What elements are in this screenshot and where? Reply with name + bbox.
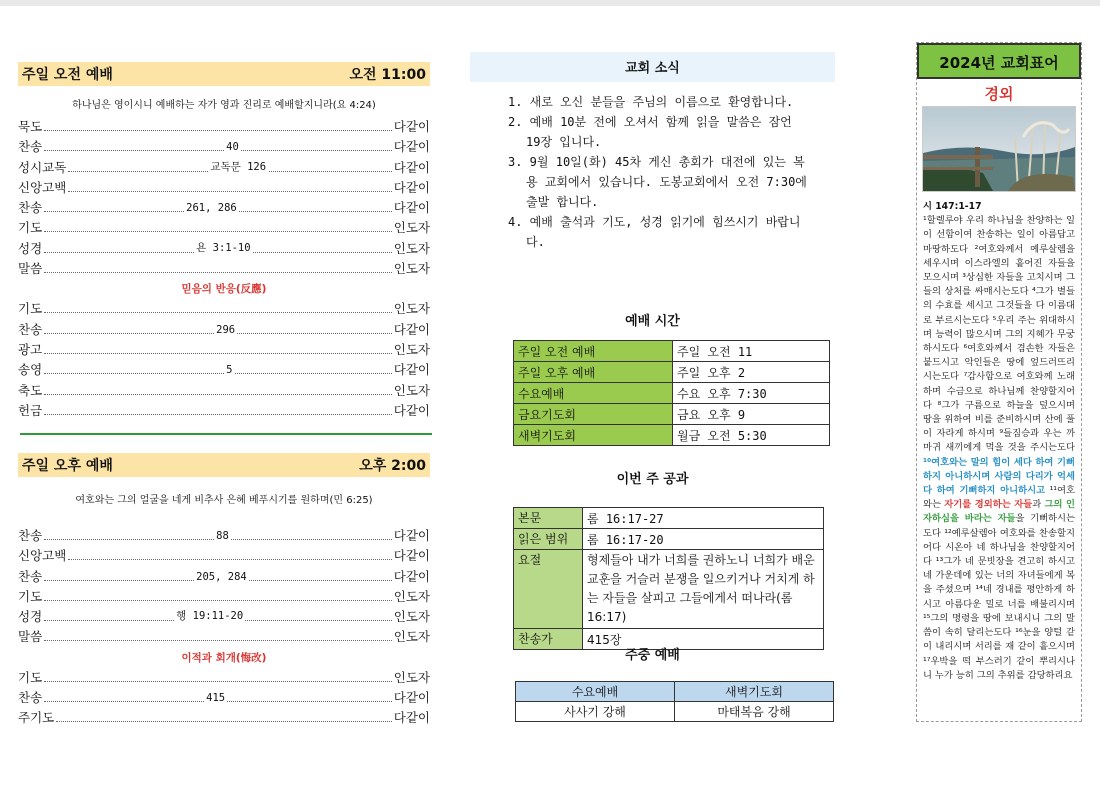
midweek-value-wed: 사사기 강해 [516,702,675,722]
news-item: 1. 새로 오신 분들을 주님의 이름으로 환영합니다. [508,95,794,109]
motto-column [916,42,1082,722]
order-item-name: 찬송 [18,690,43,706]
worship-order-column [18,62,430,421]
afternoon-service-time: 오후 2:00 [359,458,426,474]
order-item-leader: 인도자 [393,609,430,625]
dot-leader [44,302,392,313]
schedule-service-name: 새벽기도회 [514,425,673,446]
lesson-label: 본문 [514,508,583,529]
dot-leader [44,140,392,154]
order-row [18,239,430,259]
dot-leader [56,711,392,722]
news-item: 2. 예배 10분 전에 오셔서 함께 읽을 말씀은 잠언 19장 입니다. [508,115,792,149]
psalm-verses-1-9: ¹할렐루야 우리 하나님을 찬양하는 일이 선함이여 찬송하는 일이 아름답고 마땅하도다 ²여호와께서 예루살렘을 세우시며 이스라엘의 흩어진 자들을 모으시며 ³상심한 자들을 고치시며 그들의 상처를 싸매시는도다 ⁴그가 별들의 수효를 세시고 그것들을 다 이름대로 부르시는도다 ⁵우리 주는 위대하시며 능력이 많으시며 그의 지혜가 무궁하시도다 ⁶여호와께서 겸손한 자들은 붙드시고 악인들은 땅에 엎드러뜨리시는도다 ⁷감사함으로 여호와께 노래하며 수금으로 하나님께 찬양할지어다 ⁸그가 구름으로 하늘을 덮으시며 땅을 위하여 비를 준비하시며 산에 풀이 자라게 하시며 ⁹들짐승과 우는 까마귀 새끼에게 먹을 것을 주시는도다 [923,215,1075,454]
schedule-title: 예배 시간 [625,314,680,329]
dot-leader [68,181,391,192]
dot-leader [44,671,392,682]
order-item-leader: 다같이 [393,200,430,216]
lesson-value: 롬 16:17-27 [583,508,824,529]
schedule-service-time: 주일 오후 2 [673,362,830,383]
order-item-name: 기도 [18,669,43,685]
order-item-name: 묵도 [18,119,43,134]
news-title: 교회 소식 [470,52,835,82]
psalm-reference: 시 147:1-17 [923,201,982,212]
order-item-leader: 인도자 [393,301,430,317]
order-item-name: 찬송 [18,528,43,543]
schedule-row [514,404,830,425]
order-item-leader: 인도자 [393,588,430,604]
afternoon-response-heading: 이적과 회개(悔改) [181,651,267,664]
dot-leader [68,549,391,560]
order-item-name: 신앙고백 [18,179,67,195]
landscape-image [923,107,1075,191]
lesson-value: 롬 16:17-20 [583,529,824,550]
psalm-verse-11-start: ¹¹여호와는 [923,485,1075,511]
dot-leader [44,201,392,215]
landscape-photo [922,106,1076,192]
order-row [18,178,430,198]
dot-leader [44,610,392,621]
schedule-row [514,362,830,383]
schedule-service-name: 금요기도회 [514,404,673,425]
order-item-reference: 5 [226,364,233,377]
order-row [18,320,430,340]
order-row [18,587,430,607]
order-item-reference: 415 [206,692,226,705]
section-divider [20,433,432,435]
order-row [18,198,430,218]
schedule-service-name: 주일 오후 예배 [514,362,673,383]
order-item-name: 말씀 [18,261,43,277]
psalm-verses-11-17: 을 기뻐하시는도다 ¹²예루살렘아 여호와를 찬송할지어다 시온아 네 하나님을 찬양할지어다 ¹³그가 네 문빗장을 견고히 하시고 네 가운데에 있는 너의 자녀들에게 복을 주셨으며 ¹⁴네 경내를 평안하게 하시고 아름다운 밀로 너를 배불리시며 ¹⁵그의 명령을 땅에 보내시니 그의 말씀이 속히 달리는도다 ¹⁶눈을 양털 같이 내리시며 서리를 재 같이 흩으시며 ¹⁷우박을 떡 부스러기 같이 뿌리시나니 누가 능히 그의 추위를 감당하리요 [923,513,1075,681]
order-item-leader: 인도자 [393,240,430,256]
dot-leader [44,384,392,395]
dot-leader [44,529,392,540]
morning-service-time: 오전 11:00 [349,67,426,83]
lesson-label: 요절 [514,550,583,629]
order-row [18,158,430,178]
order-item-reference: 40 [226,141,239,154]
order-item-leader: 다같이 [393,139,430,155]
dot-leader [44,262,392,273]
order-item-name: 광고 [18,341,43,357]
lesson-row [514,550,824,629]
order-item-leader: 인도자 [393,261,430,277]
schedule-service-time: 수요 오후 7:30 [673,383,830,404]
afternoon-response-list [18,668,430,729]
schedule-table [513,340,830,446]
order-item-name: 찬송 [18,568,43,584]
schedule-service-name: 수요예배 [514,383,673,404]
order-item-name: 기도 [18,301,43,317]
page-top-edge [0,0,1100,6]
order-item-reference: 욘 3:1-10 [196,241,251,254]
order-item-reference: 88 [216,530,229,542]
dot-leader [44,323,392,334]
schedule-service-name: 주일 오전 예배 [514,341,673,362]
order-row [18,607,430,627]
order-item-reference: 296 [216,323,236,336]
morning-verse: 하나님은 영이시니 예배하는 자가 영과 진리로 예배할지니라(요 4:24) [72,100,376,111]
order-row [18,259,430,279]
news-column [470,52,835,719]
psalm-hope-phrase: 그의 인자하심을 바라는 자들 [923,499,1075,525]
midweek-header-wed: 수요예배 [516,682,675,702]
order-item-leader: 다같이 [393,362,430,378]
midweek-value-dawn: 마태복음 강해 [675,702,834,722]
dot-leader [44,343,392,354]
lesson-label: 읽은 범위 [514,529,583,550]
order-item-name: 주기도 [18,710,55,726]
afternoon-order-column [18,453,430,729]
lesson-title: 이번 주 공과 [616,472,689,487]
order-item-reference: 교독문 126 [210,160,267,173]
order-item-name: 기도 [18,220,43,236]
order-row [18,668,430,688]
morning-order-list [18,117,430,279]
dot-leader [44,691,392,705]
order-item-leader: 인도자 [393,669,430,685]
lesson-row [514,508,824,529]
order-item-leader: 다같이 [393,402,430,418]
order-row [18,627,430,647]
lesson-value: 형제들아 내가 너희를 권하노니 너희가 배운 교훈을 거슬러 분쟁을 일으키거나 거치게 하는 자들을 살피고 그들에게서 떠나라(롬 16:17) [583,550,824,629]
order-item-name: 성경 [18,240,43,256]
news-item: 4. 예배 출석과 기도, 성경 읽기에 힘쓰시기 바랍니다. [508,215,801,249]
schedule-row [514,425,830,446]
news-list [508,92,808,252]
order-row [18,137,430,157]
order-row [18,381,430,401]
schedule-service-time: 월금 오전 5:30 [673,425,830,446]
dot-leader [44,363,392,377]
order-row [18,688,430,708]
schedule-row [514,341,830,362]
order-item-leader: 다같이 [393,710,430,726]
order-item-leader: 인도자 [393,341,430,357]
order-item-leader: 다같이 [393,548,430,564]
order-item-reference: 행 19:11-20 [176,610,244,623]
afternoon-service-title: 주일 오후 예배 [22,458,113,474]
order-row [18,567,430,587]
dot-leader [44,221,392,232]
order-item-reference: 261, 286 [186,202,237,215]
lesson-table [513,507,824,650]
order-item-leader: 다같이 [393,568,430,584]
schedule-service-time: 금요 오후 9 [673,404,830,425]
dot-leader [68,161,391,172]
afternoon-verse: 여호와는 그의 얼굴을 네게 비추사 은혜 베푸시기를 원하며(민 6:25) [75,495,373,506]
morning-response-list [18,299,430,421]
order-item-name: 성경 [18,609,43,625]
order-row [18,708,430,728]
order-row [18,340,430,360]
order-item-name: 찬송 [18,139,43,155]
order-row [18,299,430,319]
order-row [18,218,430,238]
midweek-title: 주중 예배 [625,648,680,663]
morning-service-header [18,62,430,86]
order-item-name: 성시교독 [18,159,67,175]
order-row [18,117,430,137]
dot-leader [44,120,392,131]
motto-word: 경외 [984,85,1014,103]
afternoon-order-list [18,526,430,648]
order-item-leader: 다같이 [393,119,430,134]
dot-leader [44,570,392,581]
news-item: 3. 9월 10일(화) 45차 게신 총회가 대전에 있는 복용 교회에서 있습니다. 도봉교회에서 오전 7:30에 출발 합니다. [508,155,807,209]
lesson-value: 415장 [583,629,824,650]
morning-response-heading: 믿음의 반응(反應) [181,283,267,296]
order-item-leader: 다같이 [393,528,430,543]
order-item-leader: 다같이 [393,321,430,337]
order-item-leader: 다같이 [393,159,430,175]
psalm-fear-phrase: 자기를 경외하는 자들 [944,499,1033,511]
order-item-leader: 인도자 [393,382,430,398]
lesson-row [514,529,824,550]
dot-leader [44,590,392,601]
motto-title: 2024년 교회표어 [917,43,1081,79]
dot-leader [44,242,392,253]
order-item-reference: 205, 284 [196,570,247,583]
schedule-service-time: 주일 오전 11 [673,341,830,362]
order-item-name: 말씀 [18,629,43,645]
order-item-leader: 다같이 [393,179,430,195]
order-row [18,526,430,546]
order-item-name: 기도 [18,588,43,604]
lesson-label: 찬송가 [514,629,583,650]
order-item-name: 헌금 [18,402,43,418]
order-item-name: 축도 [18,382,43,398]
order-item-leader: 인도자 [393,629,430,645]
order-item-name: 찬송 [18,200,43,216]
order-row [18,360,430,380]
order-item-name: 신앙고백 [18,548,67,564]
psalm-verse-10: ¹⁰여호와는 말의 힘이 세다 하여 기뻐하지 아니하시며 사람의 다리가 억세다 하여 기뻐하지 아니하시고 [923,456,1075,497]
schedule-row [514,383,830,404]
psalm-conjunction: 과 [1032,499,1042,511]
order-item-name: 찬송 [18,321,43,337]
dot-leader [44,404,392,415]
order-row [18,401,430,421]
order-row [18,546,430,566]
psalm-text [917,192,1081,683]
order-item-leader: 다같이 [393,690,430,706]
order-item-leader: 인도자 [393,220,430,236]
midweek-table [515,681,834,722]
order-item-name: 송영 [18,362,43,378]
midweek-header-dawn: 새벽기도회 [675,682,834,702]
morning-service-title: 주일 오전 예배 [22,67,113,83]
afternoon-service-header [18,453,430,477]
dot-leader [44,630,392,641]
